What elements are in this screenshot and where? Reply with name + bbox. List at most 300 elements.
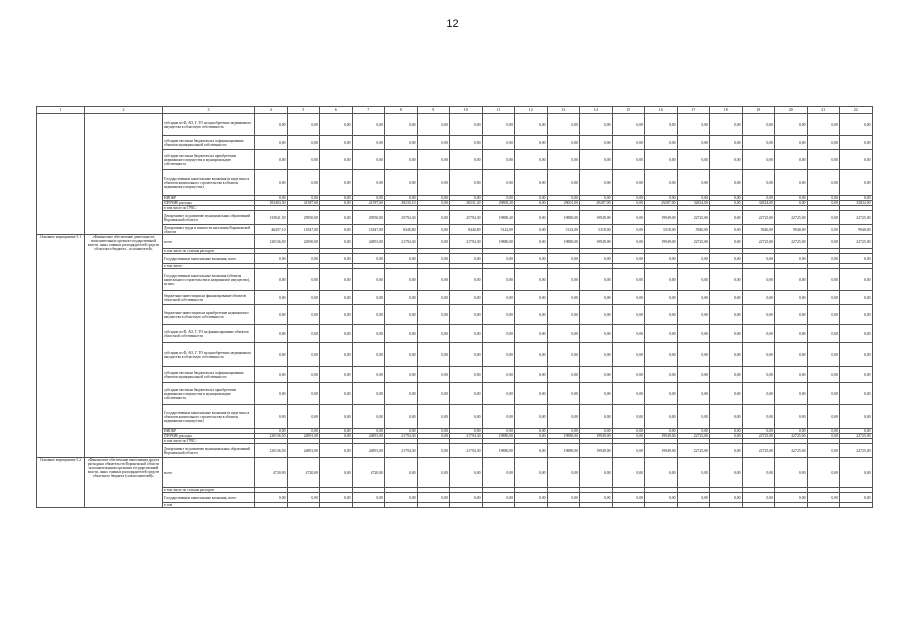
value-cell: 0,00 [742,325,775,343]
value-cell: 0,00 [807,493,840,503]
table-row [37,170,873,196]
value-cell: 0,00 [807,325,840,343]
value-cell: 25794,30 [385,211,418,225]
value-cell: 0,00 [612,254,645,264]
value-cell: 19880,20 [482,211,515,225]
value-cell: 46457,10 [255,225,288,235]
value-cell: 0,00 [515,429,548,434]
value-cell [320,503,353,508]
value-cell: 0,00 [840,291,873,305]
value-cell: 0,00 [612,343,645,367]
value-cell: 0,00 [482,325,515,343]
table-row [37,383,873,405]
table-row [37,325,873,343]
value-cell: 0,00 [385,150,418,170]
row-label: Государственные капитальные вложения (в виде взноса объектов капитального строительства в объекты недвижимого имущества) [163,170,255,196]
value-cell: 0,00 [417,211,450,225]
value-cell: 21794,30 [450,444,483,458]
row-label: субсидии местным бюджетам на софинансирование объектов муниципальной собственности [163,136,255,150]
value-cell: 0,00 [482,136,515,150]
value-cell: 0,00 [450,136,483,150]
page-number: 12 [446,18,459,30]
value-cell: 0,00 [515,170,548,196]
value-cell: 0,00 [385,458,418,488]
value-cell: 0,00 [385,383,418,405]
value-cell: 0,00 [710,170,743,196]
column-number: 21 [807,107,840,114]
value-cell: 0,00 [515,291,548,305]
value-cell: 0,00 [482,343,515,367]
value-cell: 0,00 [352,383,385,405]
value-cell: 0,00 [840,114,873,136]
value-cell: 0,00 [352,150,385,170]
column-number: 13 [547,107,580,114]
value-cell: 0,00 [612,305,645,325]
value-cell: 0,00 [645,493,678,503]
value-cell: 0,00 [547,170,580,196]
value-cell: 0,00 [612,291,645,305]
value-cell: 0,00 [417,235,450,249]
value-cell [547,503,580,508]
value-cell: 0,00 [677,269,710,291]
value-cell: 0,00 [352,305,385,325]
row-label: НИОКР [163,196,255,201]
value-cell: 29287,00 [645,201,678,206]
value-cell: 0,00 [710,405,743,429]
value-cell: 21794,30 [450,434,483,439]
row-label: субсидии из Ф, АО, Г, ТО на приобретение недвижимого имущества в областную собственность [163,114,255,136]
value-cell [677,503,710,508]
value-cell: 0,00 [580,343,613,367]
value-cell: 24891,00 [352,434,385,439]
value-cell: 0,00 [547,383,580,405]
value-cell: 0,00 [645,254,678,264]
row-label: Департамент труда и занятости населения Воронежской области [163,225,255,235]
value-cell: 5122,00 [482,225,515,235]
value-cell: 0,00 [775,170,808,196]
value-cell: 0,00 [255,493,288,503]
value-cell: 0,00 [255,269,288,291]
value-cell: 0,00 [840,343,873,367]
value-cell: 0,00 [612,196,645,201]
table-row [37,136,873,150]
value-cell [287,503,320,508]
value-cell: 0,00 [515,305,548,325]
value-cell: 0,00 [320,196,353,201]
value-cell: 0,00 [775,458,808,488]
value-cell: 0,00 [287,269,320,291]
value-cell: 0,00 [645,405,678,429]
value-cell: 0,00 [417,150,450,170]
value-cell: 0,00 [807,201,840,206]
value-cell: 0,00 [515,343,548,367]
column-number: 8 [385,107,418,114]
value-cell: 0,00 [255,325,288,343]
value-cell: 0,00 [450,254,483,264]
value-cell: 0,00 [710,291,743,305]
value-cell: 0,00 [352,343,385,367]
value-cell: 0,00 [612,235,645,249]
value-cell: 0,00 [352,367,385,383]
value-cell: 0,00 [287,196,320,201]
value-cell: 0,00 [580,405,613,429]
event-title: Основное мероприятие 5.2 [37,458,85,508]
value-cell: 22725,00 [840,235,873,249]
value-cell: 19880,00 [482,444,515,458]
value-cell: 0,00 [547,254,580,264]
value-cell: 19880,00 [482,434,515,439]
value-cell: 22725,00 [677,235,710,249]
value-cell: 0,00 [482,196,515,201]
row-label: субсидии местным бюджетам на приобретение недвижимого имущества в муниципальную собственность [163,150,255,170]
row-label: Департамент по развитию муниципальных образований Воронежской области [163,444,255,458]
value-cell: 0,00 [450,170,483,196]
value-cell: 24950,00 [287,235,320,249]
value-cell: 0,00 [710,269,743,291]
value-cell: 0,00 [482,405,515,429]
value-cell: 0,00 [612,225,645,235]
value-cell: 0,00 [710,434,743,439]
value-cell: 0,00 [352,254,385,264]
table-row [37,458,873,488]
row-label: ПРОЧИЕ расходы [163,434,255,439]
value-cell: 0,00 [320,269,353,291]
empty-cell [37,114,85,235]
row-label: Государственные капитальные вложения (в виде взноса объектов капитального строительства в объекты недвижимого имущества) [163,405,255,429]
value-cell: 0,00 [807,211,840,225]
value-cell: 29287,00 [580,201,613,206]
value-cell: 0,00 [677,458,710,488]
value-cell: 0,00 [255,254,288,264]
value-cell: 0,00 [287,367,320,383]
value-cell: 19949,00 [645,211,678,225]
value-cell: 0,00 [710,429,743,434]
value-cell: 0,00 [255,429,288,434]
value-cell: 0,00 [612,458,645,488]
value-cell: 22725,00 [775,211,808,225]
value-cell: 19949,00 [580,235,613,249]
value-cell: 0,00 [385,136,418,150]
value-cell: 22725,00 [775,444,808,458]
value-cell: 0,00 [742,114,775,136]
value-cell: 0,00 [807,383,840,405]
value-cell: 0,00 [775,136,808,150]
value-cell: 0,00 [612,493,645,503]
value-cell: 0,00 [515,434,548,439]
row-label: в том числе по статьям расходов: [163,488,255,493]
value-cell: 29950,00 [352,211,385,225]
row-label: субсидии из Ф, АО, Г, ТО на финансирование объектов областной собственности [163,325,255,343]
value-cell: 0,00 [612,367,645,383]
event-title: Основное мероприятие 5.1 [37,235,85,458]
value-cell: 0,00 [580,114,613,136]
value-cell: 0,00 [255,405,288,429]
event-description: «Финансовое обеспечение выполнения других расходных обязательств Воронежской области исполнительными органами государственной власти, иных главных распорядителей средств областного бюджета (соисполнителей)» [85,458,163,508]
value-cell: 11847,00 [352,225,385,235]
value-cell: 0,00 [515,269,548,291]
value-cell: 0,00 [515,196,548,201]
value-cell: 0,00 [580,136,613,150]
value-cell: 0,00 [482,114,515,136]
value-cell: 0,00 [547,305,580,325]
value-cell: 0,00 [352,429,385,434]
value-cell: 21794,30 [385,434,418,439]
budget-table [36,106,873,508]
value-cell: 0,00 [807,458,840,488]
value-cell: 0,00 [677,196,710,201]
value-cell: 0,00 [677,405,710,429]
column-number: 19 [742,107,775,114]
table-row [37,343,873,367]
value-cell: 0,00 [580,269,613,291]
value-cell: 0,00 [320,493,353,503]
value-cell: 0,00 [742,254,775,264]
value-cell: 0,00 [547,367,580,383]
value-cell: 24891,00 [352,444,385,458]
value-cell: 0,00 [645,291,678,305]
value-cell: 0,00 [807,405,840,429]
value-cell: 0,00 [547,291,580,305]
value-cell: 0,00 [320,114,353,136]
value-cell: 4720,00 [352,458,385,488]
value-cell: 0,00 [612,269,645,291]
value-cell: 0,00 [320,434,353,439]
value-cell: 0,00 [320,254,353,264]
value-cell: 0,00 [807,291,840,305]
column-number: 2 [85,107,163,114]
value-cell: 0,00 [255,136,288,150]
value-cell: 32824,00 [742,201,775,206]
value-cell: 0,00 [417,305,450,325]
value-cell: 0,00 [807,429,840,434]
row-label: бюджетные инвестиции на финансирование объектов областной собственности [163,291,255,305]
table-row [37,225,873,235]
value-cell: 0,00 [580,196,613,201]
value-cell: 0,00 [710,343,743,367]
value-cell: 19880,00 [547,444,580,458]
value-cell: 0,00 [840,458,873,488]
value-cell: 0,00 [742,170,775,196]
value-cell: 120136,50 [255,434,288,439]
value-cell: 0,00 [840,305,873,325]
value-cell: 0,00 [612,429,645,434]
value-cell: 0,00 [515,235,548,249]
value-cell: 0,00 [547,493,580,503]
value-cell [450,503,483,508]
value-cell: 0,00 [547,114,580,136]
value-cell: 0,00 [775,343,808,367]
value-cell: 0,00 [807,367,840,383]
value-cell: 41587,60 [352,201,385,206]
value-cell: 0,00 [287,343,320,367]
value-cell: 0,00 [417,269,450,291]
value-cell: 8440,80 [450,225,483,235]
row-label: субсидии местным бюджетам на софинансирование объектов муниципальной собственности [163,367,255,383]
value-cell: 0,00 [742,291,775,305]
value-cell: 0,00 [417,405,450,429]
value-cell: 0,00 [417,325,450,343]
table-row [37,305,873,325]
value-cell: 0,00 [287,325,320,343]
value-cell: 0,00 [385,269,418,291]
value-cell: 0,00 [385,254,418,264]
value-cell: 0,00 [807,136,840,150]
value-cell: 0,00 [515,405,548,429]
value-cell: 0,00 [352,114,385,136]
value-cell: 0,00 [612,170,645,196]
row-label: Государственные капитальные вложения (объекты капитального строительства и недвижимое имущество), из них: [163,269,255,291]
value-cell: 0,00 [320,325,353,343]
value-cell: 0,00 [515,383,548,405]
value-cell: 22725,00 [840,211,873,225]
value-cell: 0,00 [677,114,710,136]
value-cell: 22725,00 [742,444,775,458]
row-label: Государственные капитальные вложения, всего [163,254,255,264]
value-cell: 0,00 [580,458,613,488]
value-cell: 135841,50 [255,211,288,225]
value-cell: 0,00 [645,383,678,405]
row-label: в том числе по ГРБС: [163,206,255,211]
table-row [37,114,873,136]
value-cell: 0,00 [580,150,613,170]
value-cell: 0,00 [417,136,450,150]
value-cell: 0,00 [255,114,288,136]
row-label: в том [163,503,255,508]
value-cell [710,503,743,508]
value-cell: 0,00 [677,170,710,196]
value-cell: 0,00 [645,269,678,291]
value-cell: 0,00 [710,367,743,383]
value-cell [807,503,840,508]
value-cell: 0,00 [840,136,873,150]
value-cell: 0,00 [710,493,743,503]
value-cell: 0,00 [645,136,678,150]
column-number: 11 [482,107,515,114]
value-cell: 0,00 [710,196,743,201]
value-cell: 0,00 [677,150,710,170]
value-cell: 0,00 [775,367,808,383]
value-cell [385,503,418,508]
column-number: 5 [287,107,320,114]
value-cell: 0,00 [807,196,840,201]
column-number: 22 [840,107,873,114]
value-cell: 0,00 [320,201,353,206]
value-cell: 0,00 [547,429,580,434]
value-cell: 0,00 [352,170,385,196]
value-cell: 0,00 [677,383,710,405]
value-cell: 0,00 [710,325,743,343]
value-cell: 24891,00 [287,444,320,458]
column-number: 15 [612,107,645,114]
value-cell: 0,00 [840,367,873,383]
value-cell: 19949,00 [645,444,678,458]
value-cell: 0,00 [417,225,450,235]
value-cell: 9940,00 [840,225,873,235]
value-cell: 0,00 [320,136,353,150]
value-cell: 120136,50 [255,235,288,249]
value-cell: 0,00 [775,305,808,325]
table-row [37,254,873,264]
value-cell: 0,00 [385,170,418,196]
value-cell: 183403,50 [255,201,288,206]
row-label: Департамент по развитию муниципальных образований Воронежской области [163,211,255,225]
column-number: 18 [710,107,743,114]
value-cell: 0,00 [677,291,710,305]
row-label: в том числе по статьям расходов: [163,249,255,254]
value-cell: 19949,00 [645,235,678,249]
value-cell: 0,00 [287,405,320,429]
value-cell: 0,00 [710,383,743,405]
value-cell: 0,00 [580,254,613,264]
value-cell: 22725,00 [742,434,775,439]
value-cell: 0,00 [775,493,808,503]
value-cell: 0,00 [320,235,353,249]
value-cell: 0,00 [482,429,515,434]
event-description: «Финансовое обеспечение деятельности исполнительных органов государственной власти, иных главных распорядителей средств областного бюджета – исполнителей» [85,235,163,458]
value-cell: 0,00 [547,325,580,343]
row-label: бюджетные инвестиции на приобретение недвижимого имущества в областную собственность [163,305,255,325]
value-cell: 0,00 [710,201,743,206]
value-cell: 0,00 [710,114,743,136]
value-cell: 21794,30 [385,235,418,249]
value-cell: 38235,10 [385,201,418,206]
value-cell: 0,00 [580,170,613,196]
value-cell: 0,00 [515,458,548,488]
value-cell: 0,00 [450,196,483,201]
value-cell: 0,00 [450,458,483,488]
row-label: субсидии местным бюджетам на приобретение недвижимого имущества в муниципальную собственность [163,383,255,405]
column-number: 16 [645,107,678,114]
value-cell: 0,00 [677,429,710,434]
value-cell: 0,00 [255,305,288,325]
value-cell: 0,00 [320,211,353,225]
value-cell: 0,00 [352,136,385,150]
value-cell: 0,00 [547,269,580,291]
row-label: в том числе: [163,264,255,269]
value-cell: 0,00 [320,405,353,429]
value-cell: 0,00 [515,367,548,383]
value-cell: 0,00 [775,291,808,305]
value-cell: 0,00 [320,367,353,383]
value-cell: 19949,00 [580,211,613,225]
value-cell: 21794,30 [450,235,483,249]
value-cell: 0,00 [775,201,808,206]
empty-cell [85,114,163,235]
value-cell [580,503,613,508]
value-cell [352,503,385,508]
value-cell: 0,00 [742,150,775,170]
value-cell: 0,00 [677,136,710,150]
value-cell: 22725,00 [742,235,775,249]
value-cell: 0,00 [385,429,418,434]
value-cell: 22725,00 [775,434,808,439]
value-cell: 0,00 [385,325,418,343]
value-cell: 0,00 [450,305,483,325]
value-cell: 0,00 [645,150,678,170]
value-cell: 32824,00 [840,201,873,206]
value-cell: 5122,00 [547,225,580,235]
value-cell: 32824,00 [677,201,710,206]
value-cell: 0,00 [742,343,775,367]
value-cell: 0,00 [287,429,320,434]
value-cell: 0,00 [612,114,645,136]
value-cell: 0,00 [742,383,775,405]
value-cell: 0,00 [450,383,483,405]
value-cell: 0,00 [482,269,515,291]
value-cell: 0,00 [450,325,483,343]
value-cell: 0,00 [320,458,353,488]
value-cell: 22725,00 [742,211,775,225]
